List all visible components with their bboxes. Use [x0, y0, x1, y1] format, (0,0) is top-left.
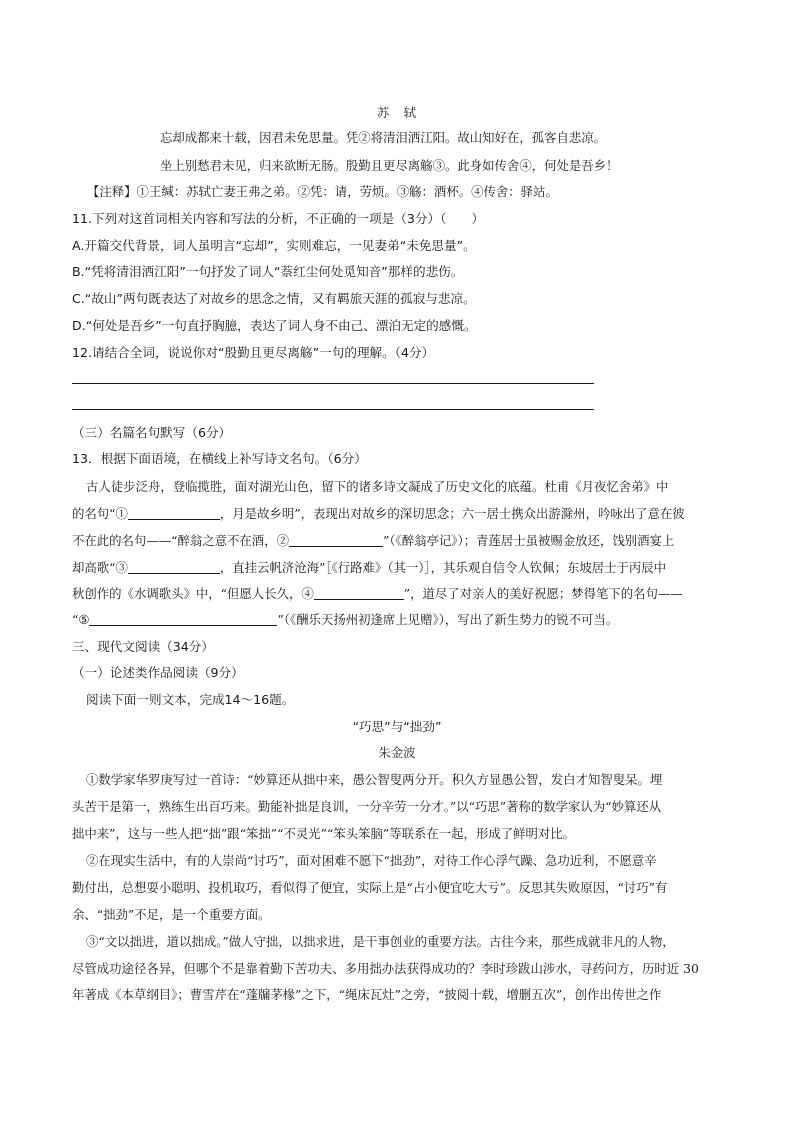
q13-para-line-6: [72, 611, 618, 629]
q13-text: 却高歌“③: [72, 560, 128, 575]
blank-3[interactable]: [128, 560, 220, 574]
q13-text: 秋创作的《水调歌头》中，“但愿人长久，④: [72, 586, 314, 601]
blank-5[interactable]: [89, 612, 277, 626]
paragraph-1-line: 拙中来”，这与一些人把“拙”跟“笨拙”“不灵光”“笨头笨脑”等联系在一起，形成了鲜明对比。: [72, 826, 576, 841]
q13-text: ”（《醉翁亭记》）；青莲居士虽被赐金放还，饯别酒宴上: [382, 533, 675, 548]
subsection-title-argument: （一）论述类作品阅读（9分）: [72, 665, 244, 680]
article-title: “巧思”与“拙劲”: [352, 719, 442, 734]
q11-option-d: D.“何处是吾乡”一句直抒胸臆，表达了词人身不由己、漂泊无定的感慨。: [72, 318, 477, 333]
q13-para-line-3: [72, 532, 674, 550]
q13-text: 的名句“①: [72, 506, 128, 521]
paragraph-3-line: ③“文以拙进，道以拙成。”做人守拙，以拙求进，是干事创业的重要方法。古往今来，那些成就非凡的人物，: [86, 934, 675, 949]
reading-intro: 阅读下面一则文本，完成14～16题。: [86, 692, 295, 707]
q12-answer-line-1[interactable]: [72, 383, 594, 384]
q13-para-line-5: [72, 585, 683, 603]
section-title-recitation: （三）名篇名句默写（6分）: [72, 425, 232, 440]
q11-stem: 11.下列对这首词相关内容和写法的分析，不正确的一项是（3分）（ ）: [72, 211, 485, 226]
q13-para-line-1: 古人徒步泛舟，登临揽胜，面对湖光山色，留下的诸多诗文凝成了历史文化的底蕴。杜甫《月夜忆舍弟》中: [86, 479, 669, 494]
poem-author: 苏 轼: [376, 105, 418, 120]
q11-option-b: B.“凭将清泪洒江阳”一句抒发了词人“萘红尘何处觅知音”那样的悲伤。: [72, 264, 464, 279]
paragraph-3-line: 年著成《本草纲目》；曹雪芹在“蓬牖茅椽”之下，“绳床瓦灶”之旁，“披阅十载，增删五次”，创作出传世之作: [72, 987, 662, 1002]
paragraph-2-line: 余、“拙劲”不足，是一个重要方面。: [72, 907, 271, 922]
poem-line-1: 忘却成都来十载，因君未免思量。凭②将清泪洒江阳。故山知好在，孤客自悲凉。: [160, 130, 607, 145]
q13-para-line-2: [72, 505, 685, 523]
q12-answer-line-2[interactable]: [72, 409, 594, 410]
q13-text: “⑤: [72, 612, 90, 627]
q13-text: ”（《酬乐天扬州初逢席上见赠》），写出了新生势力的锐不可当。: [277, 612, 619, 627]
article-author: 朱金波: [378, 745, 416, 760]
q13-text: ，直挂云帆济沧海”［《行路难》（其一）］，其乐观自信令人钦佩；东坡居士于丙辰中: [219, 560, 667, 575]
part-title-modern-reading: 三、现代文阅读（34分）: [72, 639, 214, 654]
q11-option-a: A.开篇交代背景，词人虽明言“忘却”，实则难忘，一见妻弟“未免思量”。: [72, 238, 476, 253]
q11-option-c: C.“故山”两句既表达了对故乡的思念之情，又有羁旅天涯的孤寂与悲凉。: [72, 291, 476, 306]
q13-text: 不在此的名句——“醉翁之意不在酒，②: [72, 533, 289, 548]
paragraph-3-line: 尽管成功途径各异，但哪个不是靠着勤下苦功夫、多用拙办法获得成功的？李时珍跋山涉水，寻药问方，历时近 30: [72, 961, 699, 976]
q13-text: ”，道尽了对亲人的美好祝愿；梦得笔下的名句——: [403, 586, 683, 601]
q13-text: ，月是故乡明”，表现出对故乡的深切思念；六一居士携众出游滁州，吟咏出了意在彼: [219, 506, 685, 521]
paragraph-2-line: ②在现实生活中，有的人崇尚“讨巧”，面对困难不愿下“拙劲”，对待工作心浮气躁、急功近利，不愿意辛: [86, 853, 657, 868]
paragraph-1-line: ①数学家华罗庚写过一首诗：“妙算还从拙中来，愚公智叟两分开。积久方显愚公智，发白才知智叟呆。埋: [86, 772, 663, 787]
poem-line-2: 坐上别愁君未见，归来欲断无肠。殷勤且更尽离觞③。此身如传舍④，何处是吾乡！: [160, 158, 619, 173]
paragraph-2-line: 勤付出，总想耍小聪明、投机取巧，看似得了便宜，实际上是“占小便宜吃大亏”。反思其失败原因，“讨巧”有: [72, 880, 668, 895]
blank-2[interactable]: [289, 533, 383, 547]
blank-4[interactable]: [314, 586, 404, 600]
paragraph-1-line: 头苦干是第一，熟练生出百巧来。勤能补拙是良训，一分辛劳一分才。”以“巧思”著称的数学家认为“妙算还从: [72, 799, 662, 814]
poem-note: 【注释】①王缄：苏轼亡妻王弗之弟。②凭：请，劳烦。③觞：酒杯。④传舍：驿站。: [87, 184, 558, 199]
q12-stem: 12.请结合全词，说说你对“殷勤且更尽离觞”一句的理解。（4分）: [72, 345, 435, 360]
q13-para-line-4: [72, 559, 666, 577]
blank-1[interactable]: [128, 506, 220, 520]
q13-stem: 13．根据下面语境，在横线上补写诗文名句。（6分）: [72, 451, 367, 466]
